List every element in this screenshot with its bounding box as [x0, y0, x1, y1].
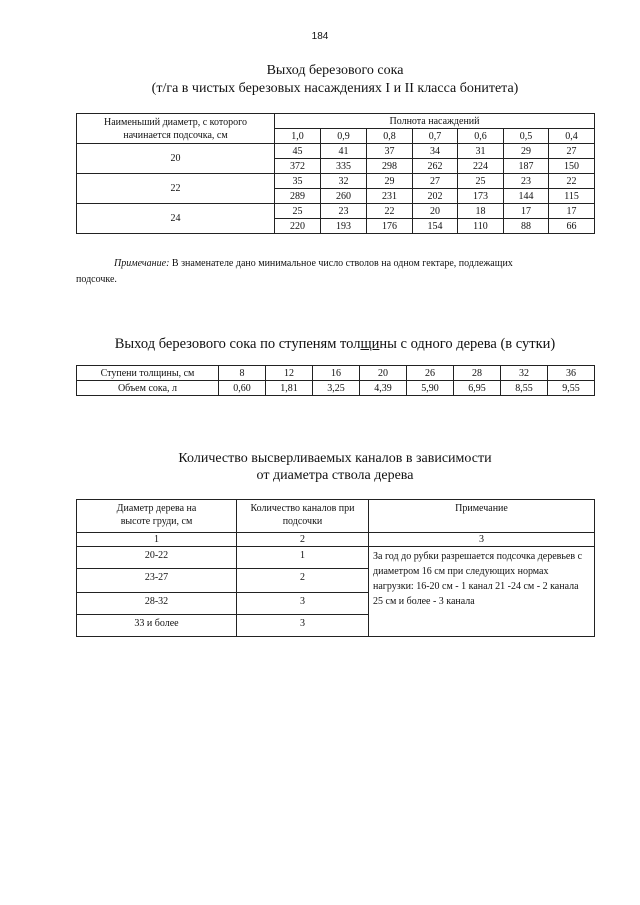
stem-count-cell: 110	[458, 219, 504, 234]
stem-count-cell: 154	[413, 219, 458, 234]
yield-cell: 25	[275, 204, 321, 219]
volume-value: 6,95	[454, 381, 501, 396]
stem-count-cell: 224	[458, 159, 504, 174]
channel-count-cell: 3	[237, 593, 369, 615]
table-row	[77, 204, 595, 219]
header-tree-diameter-line1: Диаметр дерева на	[116, 503, 197, 514]
yield-cell: 27	[413, 174, 458, 189]
yield-cell: 25	[458, 174, 504, 189]
volume-value: 4,39	[360, 381, 407, 396]
yield-cell: 22	[549, 174, 595, 189]
min-diameter-cell: 22	[77, 174, 275, 204]
section1-note	[76, 256, 598, 272]
thickness-value: 32	[501, 366, 548, 381]
density-value: 0,7	[413, 129, 458, 144]
stem-count-cell: 231	[367, 189, 413, 204]
header-min-diameter-line2: начинается подсочка, см	[123, 129, 228, 141]
stem-count-cell: 262	[413, 159, 458, 174]
channels-table	[76, 499, 595, 637]
yield-cell: 23	[321, 204, 367, 219]
volume-value: 8,55	[501, 381, 548, 396]
stem-count-cell: 260	[321, 189, 367, 204]
column-number: 3	[369, 533, 595, 547]
stem-count-cell: 289	[275, 189, 321, 204]
stem-count-cell: 193	[321, 219, 367, 234]
channel-count-cell: 3	[237, 615, 369, 637]
stem-count-cell: 187	[504, 159, 549, 174]
volume-label: Объем сока, л	[77, 381, 219, 396]
header-min-diameter	[77, 114, 275, 144]
header-density: Полнота насаждений	[275, 114, 595, 129]
column-number: 2	[237, 533, 369, 547]
thickness-value: 36	[548, 366, 595, 381]
stem-count-cell: 372	[275, 159, 321, 174]
yield-cell: 18	[458, 204, 504, 219]
table-row	[77, 144, 595, 159]
header-tree-diameter	[77, 500, 237, 533]
section3-title-line1: Количество высверливаемых каналов в зависимости	[178, 451, 492, 466]
density-value: 0,4	[549, 129, 595, 144]
stem-count-cell: 144	[504, 189, 549, 204]
table-row	[77, 381, 595, 396]
stem-count-cell: 88	[504, 219, 549, 234]
section2-title-pre: Выход березового сока по ступеням тол	[114, 336, 361, 352]
stem-count-cell: 202	[413, 189, 458, 204]
section2-title	[60, 336, 610, 353]
volume-value: 0,60	[219, 381, 266, 396]
page-number: 184	[311, 31, 329, 42]
stem-count-cell: 115	[549, 189, 595, 204]
yield-cell: 29	[504, 144, 549, 159]
volume-value: 1,81	[266, 381, 313, 396]
min-diameter-cell: 20	[77, 144, 275, 174]
thickness-value: 20	[360, 366, 407, 381]
section3-title-line2: от диаметра ствола дерева	[256, 468, 414, 483]
tree-diameter-cell: 23-27	[77, 569, 237, 593]
table-row	[77, 533, 595, 547]
channel-count-cell: 2	[237, 569, 369, 593]
tree-diameter-cell: 28-32	[77, 593, 237, 615]
stem-count-cell: 176	[367, 219, 413, 234]
stem-count-cell: 298	[367, 159, 413, 174]
table-row	[77, 174, 595, 189]
section1-title-line2: (т/га в чистых березовых насаждениях I и II класса бонитета)	[151, 81, 519, 96]
density-value: 0,9	[321, 129, 367, 144]
column-number: 1	[77, 533, 237, 547]
tree-diameter-cell: 20-22	[77, 547, 237, 569]
density-value: 0,6	[458, 129, 504, 144]
yield-cell: 29	[367, 174, 413, 189]
yield-cell: 41	[321, 144, 367, 159]
sap-yield-table	[76, 113, 595, 234]
channel-count-cell: 1	[237, 547, 369, 569]
yield-cell: 20	[413, 204, 458, 219]
stem-count-cell: 66	[549, 219, 595, 234]
table-row	[77, 547, 595, 569]
yield-cell: 27	[549, 144, 595, 159]
yield-cell: 34	[413, 144, 458, 159]
remark-cell: За год до рубки разрешается подсочка деревьев с диаметром 16 см при следующих нормах нагрузки: 16-20 см - 1 канал 21 -24 см - 2 канала 25 см и более - 3 канала	[369, 547, 595, 637]
yield-cell: 22	[367, 204, 413, 219]
min-diameter-cell: 24	[77, 204, 275, 234]
thickness-label: Ступени толщины, см	[77, 366, 219, 381]
header-tree-diameter-line2: высоте груди, см	[120, 516, 193, 527]
thickness-value: 12	[266, 366, 313, 381]
yield-cell: 17	[549, 204, 595, 219]
stem-count-cell: 220	[275, 219, 321, 234]
yield-cell: 23	[504, 174, 549, 189]
note-label: Примечание:	[114, 258, 170, 269]
stem-count-cell: 335	[321, 159, 367, 174]
table-row	[77, 366, 595, 381]
volume-value: 5,90	[407, 381, 454, 396]
yield-cell: 32	[321, 174, 367, 189]
stem-count-cell: 173	[458, 189, 504, 204]
section2-title-underlined: щи	[360, 336, 380, 352]
thickness-value: 26	[407, 366, 454, 381]
volume-value: 9,55	[548, 381, 595, 396]
yield-cell: 35	[275, 174, 321, 189]
thickness-value: 8	[219, 366, 266, 381]
header-channel-count	[237, 500, 369, 533]
yield-cell: 37	[367, 144, 413, 159]
section2-title-post: ны с одного дерева (в сутки)	[379, 336, 556, 352]
header-remark: Примечание	[369, 500, 595, 533]
yield-cell: 31	[458, 144, 504, 159]
yield-cell: 45	[275, 144, 321, 159]
note-text: В знаменателе дано минимальное число стволов на одном гектаре, подлежащих	[169, 258, 513, 269]
tree-diameter-cell: 33 и более	[77, 615, 237, 637]
volume-value: 3,25	[313, 381, 360, 396]
section1-note-line2: подсочке.	[76, 274, 117, 285]
header-channel-count-line1: Количество каналов при	[250, 503, 355, 514]
yield-cell: 17	[504, 204, 549, 219]
header-channel-count-line2: подсочки	[282, 516, 323, 527]
thickness-value: 28	[454, 366, 501, 381]
density-value: 0,8	[367, 129, 413, 144]
stem-count-cell: 150	[549, 159, 595, 174]
header-min-diameter-line1: Наименьший диаметр, с которого	[104, 116, 247, 128]
section1-title-line1: Выход березового сока	[266, 63, 404, 78]
density-value: 1,0	[275, 129, 321, 144]
thickness-value: 16	[313, 366, 360, 381]
sap-per-tree-table	[76, 365, 595, 396]
density-value: 0,5	[504, 129, 549, 144]
